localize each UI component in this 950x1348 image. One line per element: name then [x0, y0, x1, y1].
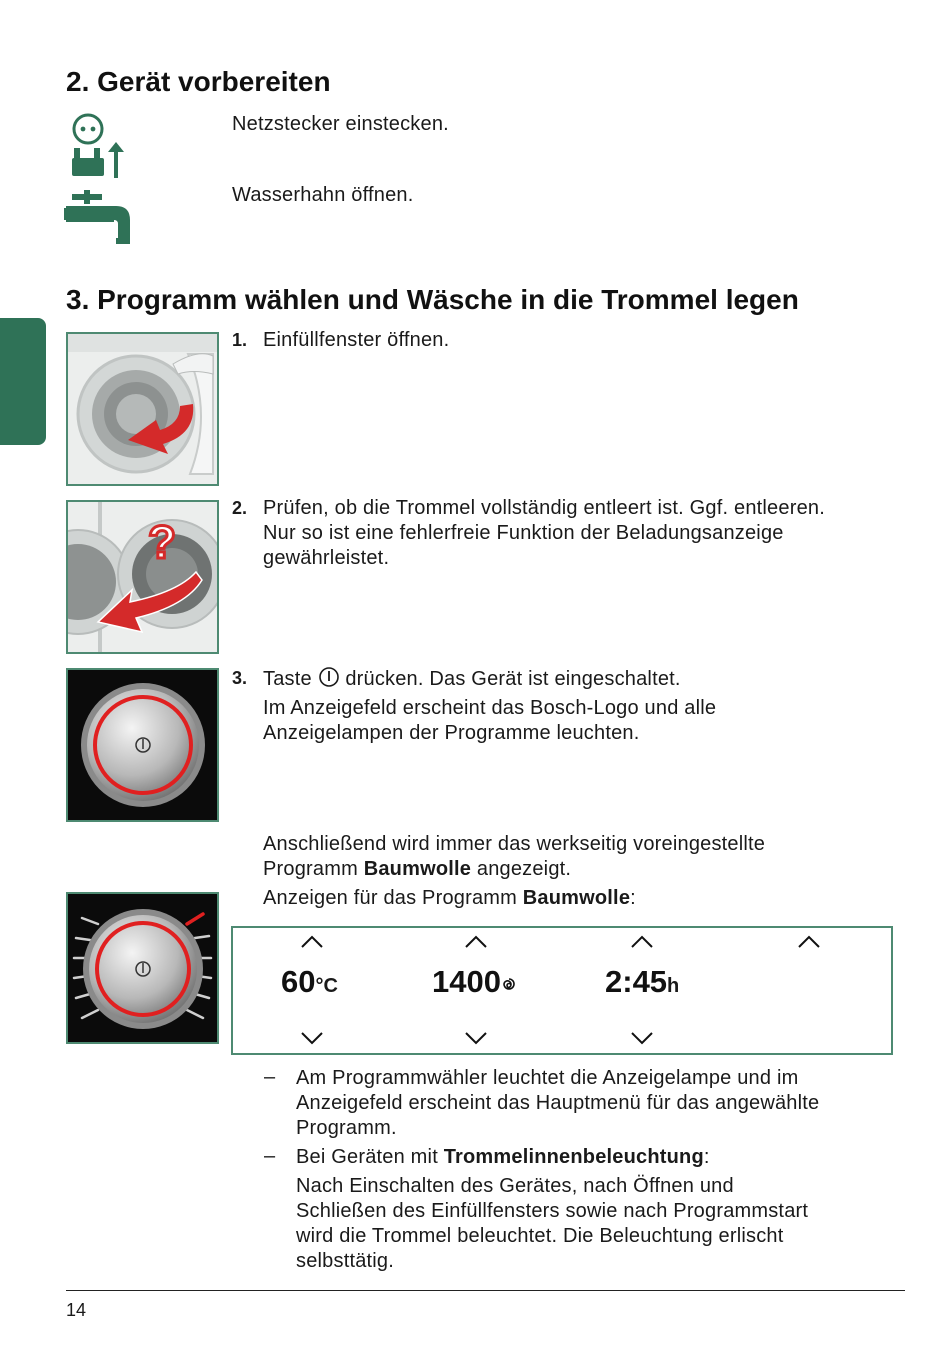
program-name-bold-2: Baumwolle — [522, 887, 631, 909]
bullet-1-line-1: Am Programmwähler leuchtet die Anzeigelampe und im — [296, 1067, 799, 1089]
spin-value: 1400 — [432, 964, 501, 999]
display-panel — [231, 926, 893, 1055]
bullet-dash-2: – — [264, 1145, 276, 1167]
time-unit: h — [667, 975, 680, 997]
bullet-1-line-3: Programm. — [296, 1117, 397, 1139]
plug-instruction: Netzstecker einstecken. — [232, 113, 449, 135]
step-3-para-line-1: Im Anzeigefeld erscheint das Bosch-Logo und alle — [263, 697, 717, 719]
temperature-down-icon[interactable] — [300, 1030, 324, 1046]
temperature-value: 60 — [281, 964, 316, 999]
bullet-2-line-1: Nach Einschalten des Gerätes, nach Öffnen und — [296, 1175, 734, 1197]
extra-up-icon[interactable] — [797, 934, 821, 950]
drum-lighting-bold: Trommelinnenbeleuchtung — [443, 1146, 704, 1168]
bullet-2-before: Bei Geräten mit — [296, 1146, 444, 1168]
step-3-line-1 — [263, 666, 681, 692]
step-3-text-before: Taste — [263, 668, 318, 690]
spin-up-icon[interactable] — [464, 934, 488, 950]
step-1-text: Einfüllfenster öffnen. — [263, 329, 450, 351]
step-2-image — [66, 500, 219, 654]
power-button-icon — [318, 666, 340, 688]
time-readout — [605, 964, 679, 1000]
section-tab-marker — [0, 318, 46, 445]
program-selector-illustration — [68, 894, 217, 1042]
svg-text:?: ? — [148, 516, 177, 568]
bullet-1-line-2: Anzeigefeld erscheint das Hauptmenü für das angewählte — [296, 1092, 820, 1114]
program-knob-illustration — [68, 670, 217, 820]
open-door-illustration — [68, 334, 217, 484]
tap-instruction: Wasserhahn öffnen. — [232, 184, 414, 206]
bullet-2-line-2: Schließen des Einfüllfensters sowie nach Programmstart — [296, 1200, 809, 1222]
step-3-number: 3. — [232, 668, 248, 688]
spin-readout — [432, 964, 517, 1000]
bullet-2-line-4: selbsttätig. — [296, 1250, 395, 1272]
after-line-3-after: : — [630, 887, 636, 909]
temperature-unit: °C — [315, 975, 338, 997]
step-2-line-2: Nur so ist eine fehlerfreie Funktion der Beladungsanzeige — [263, 522, 784, 544]
step-3-para-line-2: Anzeigelampen der Programme leuchten. — [263, 722, 640, 744]
bullet-2-after: : — [703, 1146, 710, 1168]
step-1-number: 1. — [232, 330, 248, 350]
water-tap-icon — [64, 190, 134, 246]
after-line-2-after: angezeigt. — [471, 858, 572, 880]
bullet-2-heading — [296, 1145, 710, 1170]
step-3-text-after: drücken. Das Gerät ist eingeschaltet. — [339, 668, 681, 690]
after-line-3 — [263, 886, 636, 911]
step-2-line-3: gewährleistet. — [263, 547, 390, 569]
step-2-number: 2. — [232, 498, 248, 518]
program-selector-image — [66, 892, 219, 1044]
step-1-image — [66, 332, 219, 486]
temperature-readout — [281, 964, 338, 1000]
bullet-dash-1: – — [264, 1066, 276, 1088]
time-up-icon[interactable] — [630, 934, 654, 950]
time-down-icon[interactable] — [630, 1030, 654, 1046]
temperature-up-icon[interactable] — [300, 934, 324, 950]
page-number: 14 — [66, 1300, 87, 1320]
step-2-line-1: Prüfen, ob die Trommel vollständig entleert ist. Ggf. entleeren. — [263, 497, 825, 519]
power-plug-icon — [64, 112, 130, 184]
section-2-title: 2. Gerät vorbereiten — [66, 66, 331, 97]
bullet-2-line-3: wird die Trommel beleuchtet. Die Beleuchtung erlischt — [296, 1225, 784, 1247]
program-name-bold: Baumwolle — [363, 858, 472, 880]
after-line-2 — [263, 857, 571, 882]
step-3-image — [66, 668, 219, 822]
section-3-title: 3. Programm wählen und Wäsche in die Trommel legen — [66, 284, 799, 315]
spin-down-icon[interactable] — [464, 1030, 488, 1046]
spin-icon — [501, 976, 517, 992]
check-drum-illustration — [68, 502, 217, 652]
after-line-2-before: Programm — [263, 858, 364, 880]
footer-rule — [66, 1290, 905, 1291]
after-line-3-before: Anzeigen für das Programm — [263, 887, 523, 909]
time-value: 2:45 — [605, 964, 668, 999]
after-line-1: Anschließend wird immer das werkseitig voreingestellte — [263, 833, 766, 855]
